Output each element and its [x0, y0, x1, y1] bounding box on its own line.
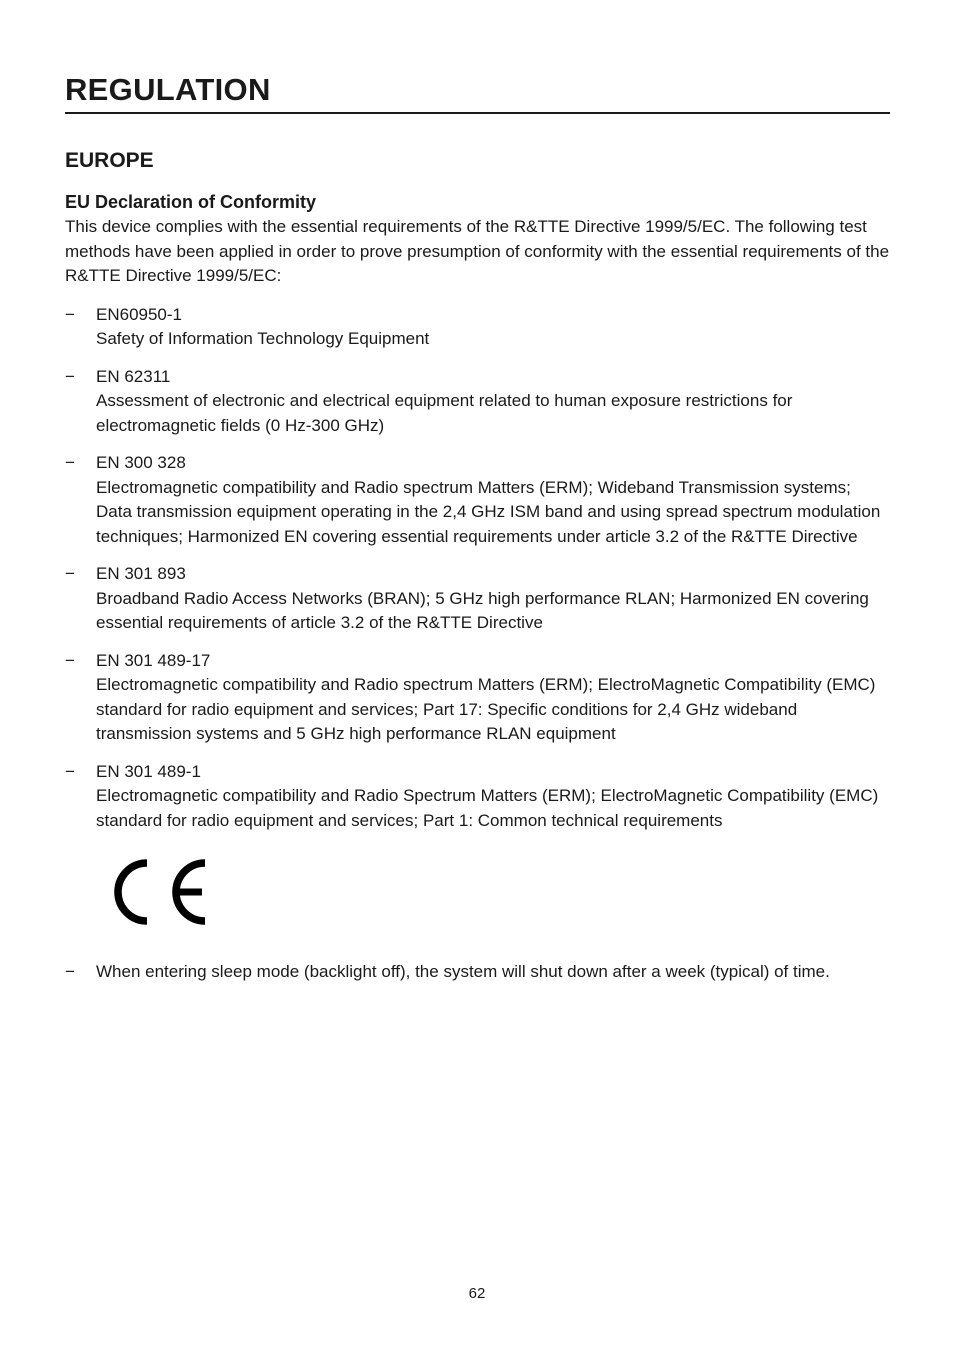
standard-code: EN 301 489-1 — [96, 761, 201, 781]
regulation-page — [65, 70, 890, 998]
dash-bullet: − — [65, 366, 75, 386]
list-item — [65, 451, 890, 549]
dash-bullet: − — [65, 564, 75, 583]
standard-description: Electromagnetic compatibility and Radio spectrum Matters (ERM); ElectroMagnetic Compatibility (EMC) standard for radio equipment and services; Part 17: Specific conditions for 2,4 GHz wideband transmission systems and 5 GHz high performance RLAN equipment — [96, 675, 876, 743]
page-title: REGULATION — [65, 72, 271, 107]
standard-description: Assessment of electronic and electrical equipment related to human exposure restrictions for electromagnetic fields (0 Hz-300 GHz) — [96, 391, 793, 435]
page-number: 62 — [468, 1285, 486, 1302]
list-item — [65, 649, 890, 747]
standard-description: Electromagnetic compatibility and Radio spectrum Matters (ERM); Wideband Transmission systems; Data transmission equipment operating in the 2,4 GHz ISM band and using spread spectrum modulation techniques; Harmonized EN covering essential requirements under article 3.2 of the R&TTE Directive — [96, 477, 881, 546]
dash-bullet: − — [65, 962, 75, 981]
list-item — [65, 303, 890, 352]
note-list — [65, 960, 890, 985]
subsection-heading-declaration: EU Declaration of Conformity — [65, 192, 317, 212]
standard-code: EN 301 489-17 — [96, 650, 211, 670]
standard-code: EN60950-1 — [96, 304, 183, 324]
standard-description: Electromagnetic compatibility and Radio Spectrum Matters (ERM); ElectroMagnetic Compatibility (EMC) standard for radio equipment and services; Part 1: Common technical requirements — [96, 786, 879, 830]
title-divider — [65, 112, 890, 114]
standard-code: EN 300 328 — [96, 453, 186, 472]
dash-bullet: − — [65, 453, 75, 472]
standard-code: EN 62311 — [96, 366, 171, 386]
note-item — [65, 960, 890, 985]
intro-paragraph: This device complies with the essential requirements of the R&TTE Directive 1999/5/EC. The following test methods have been applied in order to prove presumption of conformity with the essential requirements of the R&TTE Directive 1999/5/EC: — [65, 217, 890, 285]
ce-mark-icon — [108, 855, 208, 929]
list-item — [65, 760, 890, 834]
standard-code: EN 301 893 — [96, 564, 186, 583]
dash-bullet: − — [65, 761, 75, 781]
standard-description: Broadband Radio Access Networks (BRAN); 5 GHz high performance RLAN; Harmonized EN covering essential requirements of article 3.2 of the R&TTE Directive — [96, 588, 869, 632]
dash-bullet: − — [65, 304, 75, 324]
list-item — [65, 562, 890, 636]
note-text: When entering sleep mode (backlight off), the system will shut down after a week (typical) of time. — [96, 962, 830, 981]
standard-description: Safety of Information Technology Equipment — [96, 329, 430, 348]
section-heading-europe: EUROPE — [65, 149, 154, 172]
standards-list — [65, 303, 890, 834]
dash-bullet: − — [65, 650, 75, 670]
list-item — [65, 365, 890, 439]
